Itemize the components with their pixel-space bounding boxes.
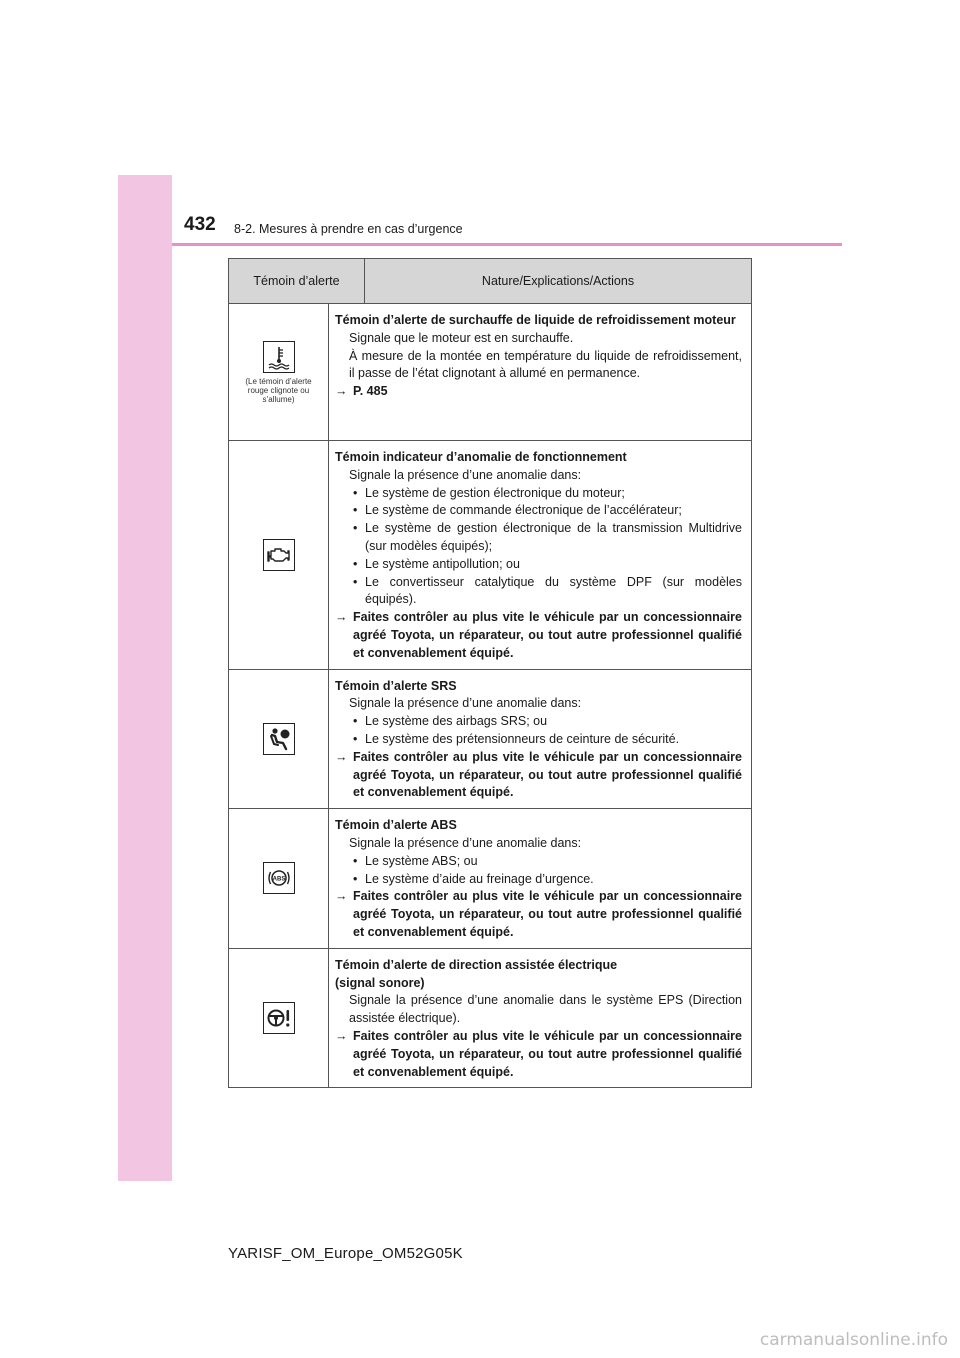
list-item — [335, 520, 742, 556]
row-line: Signale que le moteur est en surchauffe. — [349, 330, 574, 345]
action-text: Faites contrôler au plus vite le véhicule par un concessionnaire agréé Toyota, un réparateur, ou tout autre professionnel qualifié et convenablement équipé. — [353, 749, 742, 800]
row-line: Signale la présence d’une anomalie dans le système EPS (Direction assistée électrique). — [349, 993, 742, 1026]
icon-cell — [229, 304, 329, 440]
row-title-sub: (signal sonore) — [335, 975, 425, 990]
arrow-icon: → — [335, 749, 348, 764]
arrow-icon: → — [335, 384, 348, 399]
table-row — [229, 809, 751, 949]
table-row — [229, 441, 751, 670]
power-steering-icon — [263, 1002, 295, 1034]
table-row — [229, 304, 751, 441]
list-item-text: Le système d’aide au freinage d’urgence. — [365, 871, 594, 886]
chapter-sidebar-tab — [118, 175, 172, 1181]
row-action — [335, 888, 742, 941]
action-text: Faites contrôler au plus vite le véhicule par un concessionnaire agréé Toyota, un réparateur, ou tout autre professionnel qualifié et convenablement équipé. — [353, 610, 742, 660]
row-title: Témoin d’alerte SRS — [335, 678, 457, 693]
arrow-icon: → — [335, 889, 348, 904]
airbag-srs-icon — [263, 723, 295, 755]
bullet-mark: • — [353, 853, 358, 868]
bullet-mark: • — [353, 871, 358, 886]
bullet-mark: • — [353, 714, 358, 729]
list-item — [335, 485, 742, 503]
row-line: Signale la présence d’une anomalie dans: — [349, 467, 582, 482]
row-content — [329, 809, 751, 948]
list-item-text: Le système de commande électronique de l’accélérateur; — [365, 503, 682, 518]
list-item-text: Le système de gestion électronique du moteur; — [365, 485, 625, 500]
list-item-text: Le système des prétensionneurs de ceinture de sécurité. — [365, 731, 680, 746]
list-item — [335, 871, 742, 889]
header-warning-light: Témoin d’alerte — [229, 259, 365, 303]
row-title: Témoin d’alerte de surchauffe de liquide de refroidissement moteur — [335, 313, 736, 327]
row-line: Signale la présence d’une anomalie dans: — [349, 696, 582, 711]
row-title: Témoin d’alerte de direction assistée électrique — [335, 957, 618, 972]
list-item — [335, 853, 742, 871]
bullet-mark: • — [353, 556, 358, 571]
row-title: Témoin indicateur d’anomalie de fonctionnement — [335, 450, 627, 464]
bullet-mark: • — [353, 485, 358, 500]
row-content — [329, 949, 751, 1088]
document-footer: YARISF_OM_Europe_OM52G05K — [228, 1245, 463, 1262]
list-item — [335, 731, 742, 749]
page-reference-link[interactable]: P. 485 — [353, 384, 388, 399]
bullet-mark: • — [353, 574, 358, 589]
bullet-mark: • — [353, 503, 358, 518]
page-number: 432 — [184, 214, 216, 235]
row-action — [335, 1028, 742, 1081]
action-text: Faites contrôler au plus vite le véhicule par un concessionnaire agréé Toyota, un réparateur, ou tout autre professionnel qualifié et convenablement équipé. — [353, 889, 742, 939]
row-line: À mesure de la montée en température du liquide de refroidissement, il passe de l’état clignotant à allumé en permanence. — [349, 348, 742, 381]
header-nature: Nature/Explications/Actions — [481, 273, 635, 288]
table-header-row — [229, 259, 751, 304]
bullet-mark: • — [353, 521, 358, 536]
row-line: Signale la présence d’une anomalie dans: — [349, 835, 582, 850]
abs-icon — [263, 862, 295, 894]
watermark: carmanualsonline.info — [759, 1330, 948, 1350]
list-item — [335, 713, 742, 731]
action-text: Faites contrôler au plus vite le véhicule par un concessionnaire agréé Toyota, un réparateur, ou tout autre professionnel qualifié et convenablement équipé. — [353, 1028, 742, 1079]
list-item — [335, 502, 742, 520]
warning-lights-table — [228, 258, 752, 1088]
arrow-icon: → — [335, 1028, 348, 1043]
icon-note: (Le témoin d’alerte rouge clignote ou s’allume) — [245, 376, 312, 404]
bullet-mark: • — [353, 731, 358, 746]
table-row — [229, 949, 751, 1089]
row-content — [329, 441, 751, 669]
list-item-text: Le convertisseur catalytique du système DPF (sur modèles équipés). — [365, 574, 742, 607]
row-content — [329, 304, 751, 440]
icon-cell — [229, 949, 329, 1088]
row-content — [329, 670, 751, 809]
icon-cell — [229, 670, 329, 809]
list-item-text: Le système des airbags SRS; ou — [365, 714, 548, 729]
list-item-text: Le système ABS; ou — [365, 853, 478, 868]
engine-check-icon — [263, 539, 295, 571]
row-title: Témoin d’alerte ABS — [335, 818, 457, 833]
row-action — [335, 749, 742, 802]
list-item — [335, 574, 742, 610]
section-title: 8-2. Mesures à prendre en cas d’urgence — [234, 222, 463, 236]
row-action — [335, 609, 742, 662]
table-row — [229, 670, 751, 810]
header-rule — [172, 243, 842, 246]
icon-cell — [229, 809, 329, 948]
icon-cell — [229, 441, 329, 669]
list-item-text: Le système de gestion électronique de la transmission Multidrive (sur modèles équipés); — [365, 521, 742, 553]
list-item — [335, 556, 742, 574]
coolant-temperature-icon — [263, 341, 295, 373]
arrow-icon: → — [335, 610, 348, 625]
abs-icon-label: ABS — [272, 876, 285, 883]
list-item-text: Le système antipollution; ou — [365, 556, 520, 571]
row-action — [335, 383, 742, 401]
